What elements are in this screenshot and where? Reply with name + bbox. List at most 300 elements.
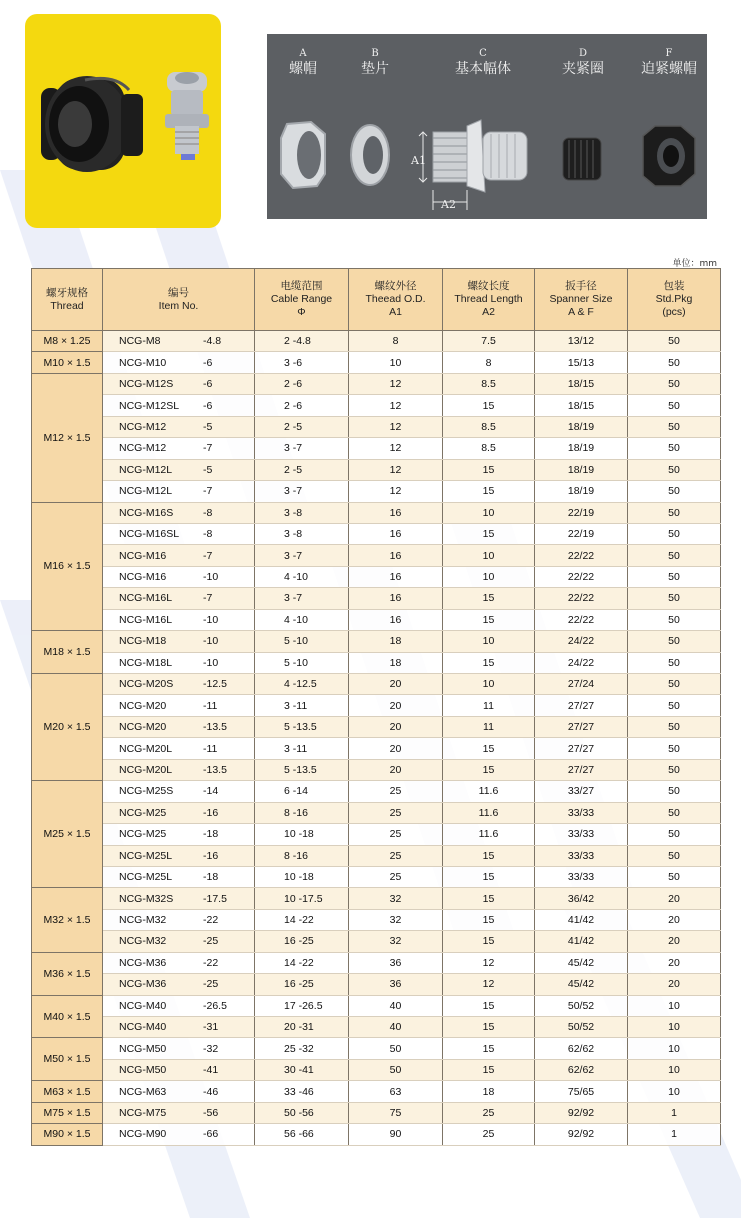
spanner-size-cell: 50/52 — [535, 995, 628, 1016]
item-code: NCG-M16L — [119, 613, 173, 626]
item-suffix: -16 — [203, 849, 219, 862]
table-row — [32, 416, 721, 437]
thread-spec-cell: M18 × 1.5 — [32, 631, 103, 674]
thread-od-cell: 36 — [349, 974, 443, 995]
table-row — [32, 545, 721, 566]
item-no-cell — [103, 759, 255, 780]
item-suffix: -56 — [203, 1106, 219, 1119]
item-code: NCG-M32S — [119, 892, 174, 905]
spanner-size-cell: 22/19 — [535, 502, 628, 523]
item-no-cell — [103, 331, 255, 352]
cable-range-cell: 14 -22 — [255, 909, 349, 930]
item-no-cell — [103, 695, 255, 716]
thread-od-cell: 25 — [349, 781, 443, 802]
thread-od-cell: 25 — [349, 824, 443, 845]
cable-range-cell: 3 -11 — [255, 695, 349, 716]
thread-od-cell: 16 — [349, 566, 443, 587]
item-no-cell — [103, 373, 255, 394]
dim-a1-label: A1 — [411, 154, 426, 167]
std-pkg-cell: 50 — [628, 481, 721, 502]
table-row — [32, 738, 721, 759]
item-suffix: -10 — [203, 635, 219, 648]
std-pkg-cell: 50 — [628, 502, 721, 523]
spanner-size-cell: 62/62 — [535, 1038, 628, 1059]
item-suffix: -14 — [203, 785, 219, 798]
item-suffix: -7 — [203, 485, 213, 498]
spanner-size-cell: 24/22 — [535, 652, 628, 673]
dim-a2-label: A2 — [441, 198, 456, 211]
item-suffix: -7 — [203, 592, 213, 605]
spanner-size-cell: 27/27 — [535, 738, 628, 759]
std-pkg-cell: 10 — [628, 1059, 721, 1080]
item-suffix: -7 — [203, 442, 213, 455]
cable-range-cell: 3 -8 — [255, 502, 349, 523]
washer-icon — [351, 125, 389, 185]
table-row — [32, 802, 721, 823]
table-row — [32, 1081, 721, 1102]
item-suffix: -5 — [203, 420, 213, 433]
item-code: NCG-M12 — [119, 442, 167, 455]
std-pkg-cell: 1 — [628, 1102, 721, 1123]
table-row — [32, 1038, 721, 1059]
thread-length-cell: 8 — [443, 352, 535, 373]
item-no-cell — [103, 952, 255, 973]
std-pkg-cell: 20 — [628, 974, 721, 995]
cable-range-cell: 4 -10 — [255, 609, 349, 630]
table-row — [32, 1017, 721, 1038]
thread-od-cell: 10 — [349, 352, 443, 373]
cable-range-cell: 3 -7 — [255, 588, 349, 609]
cable-range-cell: 14 -22 — [255, 952, 349, 973]
item-no-cell — [103, 416, 255, 437]
std-pkg-cell: 10 — [628, 995, 721, 1016]
std-pkg-cell: 50 — [628, 588, 721, 609]
part-label-f: F 迫紧螺帽 — [641, 48, 697, 77]
table-header-row — [32, 269, 721, 331]
table-row — [32, 952, 721, 973]
cable-range-cell: 2 -6 — [255, 373, 349, 394]
thread-od-cell: 25 — [349, 866, 443, 887]
thread-spec-cell: M90 × 1.5 — [32, 1124, 103, 1145]
spanner-size-cell: 92/92 — [535, 1124, 628, 1145]
spanner-size-cell: 18/19 — [535, 438, 628, 459]
thread-spec-cell: M10 × 1.5 — [32, 352, 103, 373]
thread-length-cell: 10 — [443, 674, 535, 695]
thread-length-cell: 10 — [443, 545, 535, 566]
spanner-size-cell: 22/19 — [535, 523, 628, 544]
spanner-size-cell: 33/33 — [535, 802, 628, 823]
item-suffix: -12.5 — [203, 678, 227, 691]
item-code: NCG-M16 — [119, 549, 167, 562]
std-pkg-cell: 1 — [628, 1124, 721, 1145]
part-label-a: A 螺帽 — [289, 48, 317, 77]
cable-range-cell: 10 -18 — [255, 866, 349, 887]
item-code: NCG-M16 — [119, 571, 167, 584]
thread-od-cell: 20 — [349, 759, 443, 780]
thread-od-cell: 8 — [349, 331, 443, 352]
cable-range-cell: 3 -7 — [255, 481, 349, 502]
spanner-size-cell: 27/27 — [535, 695, 628, 716]
part-label-b: B 垫片 — [361, 48, 389, 77]
spanner-size-cell: 33/33 — [535, 845, 628, 866]
item-code: NCG-M20L — [119, 763, 173, 776]
spanner-size-cell: 41/42 — [535, 931, 628, 952]
item-code: NCG-M16S — [119, 506, 174, 519]
item-code: NCG-M12SL — [119, 399, 180, 412]
cable-range-cell: 5 -13.5 — [255, 716, 349, 737]
spanner-size-cell: 22/22 — [535, 609, 628, 630]
table-row — [32, 909, 721, 930]
cable-range-cell: 30 -41 — [255, 1059, 349, 1080]
thread-od-cell: 40 — [349, 1017, 443, 1038]
cable-range-cell: 3 -8 — [255, 523, 349, 544]
item-code: NCG-M25 — [119, 806, 167, 819]
cable-range-cell: 4 -10 — [255, 566, 349, 587]
clamp-ring-icon — [563, 138, 601, 180]
thread-od-cell: 20 — [349, 716, 443, 737]
item-suffix: -25 — [203, 935, 219, 948]
thread-od-cell: 16 — [349, 502, 443, 523]
spanner-size-cell: 33/33 — [535, 866, 628, 887]
std-pkg-cell: 50 — [628, 759, 721, 780]
spanner-size-cell: 27/27 — [535, 759, 628, 780]
std-pkg-cell: 10 — [628, 1038, 721, 1059]
header-thread: 螺牙规格 Thread — [32, 269, 103, 331]
cable-range-cell: 16 -25 — [255, 974, 349, 995]
thread-spec-cell: M63 × 1.5 — [32, 1081, 103, 1102]
std-pkg-cell: 50 — [628, 695, 721, 716]
std-pkg-cell: 20 — [628, 909, 721, 930]
std-pkg-cell: 20 — [628, 952, 721, 973]
item-no-cell — [103, 1038, 255, 1059]
table-row — [32, 373, 721, 394]
item-code: NCG-M75 — [119, 1106, 167, 1119]
thread-od-cell: 25 — [349, 802, 443, 823]
cable-range-cell: 2 -5 — [255, 416, 349, 437]
item-no-cell — [103, 888, 255, 909]
item-no-cell — [103, 352, 255, 373]
table-row — [32, 888, 721, 909]
gland-body-icon — [419, 120, 527, 210]
item-suffix: -22 — [203, 914, 219, 927]
item-suffix: -46 — [203, 1085, 219, 1098]
header-thread-od: 螺纹外径 Theead O.D. A1 — [349, 269, 443, 331]
item-code: NCG-M50 — [119, 1042, 167, 1055]
std-pkg-cell: 50 — [628, 781, 721, 802]
thread-od-cell: 18 — [349, 631, 443, 652]
table-row — [32, 931, 721, 952]
item-code: NCG-M32 — [119, 914, 167, 927]
thread-length-cell: 15 — [443, 395, 535, 416]
spec-table-body — [32, 331, 721, 1146]
spec-table — [31, 268, 721, 1146]
cable-range-cell: 50 -56 — [255, 1102, 349, 1123]
thread-od-cell: 16 — [349, 588, 443, 609]
spanner-size-cell: 13/12 — [535, 331, 628, 352]
std-pkg-cell: 50 — [628, 438, 721, 459]
parts-diagram — [267, 34, 707, 219]
std-pkg-cell: 50 — [628, 331, 721, 352]
item-no-cell — [103, 523, 255, 544]
item-code: NCG-M16L — [119, 592, 173, 605]
cable-range-cell: 2 -6 — [255, 395, 349, 416]
cable-range-cell: 20 -31 — [255, 1017, 349, 1038]
cable-range-cell: 5 -10 — [255, 631, 349, 652]
item-suffix: -8 — [203, 506, 213, 519]
item-code: NCG-M40 — [119, 999, 167, 1012]
thread-length-cell: 7.5 — [443, 331, 535, 352]
thread-length-cell: 11 — [443, 695, 535, 716]
cable-range-cell: 8 -16 — [255, 802, 349, 823]
item-no-cell — [103, 866, 255, 887]
cable-range-cell: 25 -32 — [255, 1038, 349, 1059]
cable-range-cell: 3 -7 — [255, 438, 349, 459]
thread-od-cell: 12 — [349, 481, 443, 502]
thread-od-cell: 50 — [349, 1038, 443, 1059]
black-cable-gland-icon — [41, 76, 143, 172]
item-code: NCG-M12L — [119, 463, 173, 476]
thread-od-cell: 16 — [349, 609, 443, 630]
thread-length-cell: 11 — [443, 716, 535, 737]
cable-range-cell: 3 -7 — [255, 545, 349, 566]
spanner-size-cell: 41/42 — [535, 909, 628, 930]
std-pkg-cell: 50 — [628, 674, 721, 695]
thread-length-cell: 15 — [443, 523, 535, 544]
thread-od-cell: 25 — [349, 845, 443, 866]
table-row — [32, 1102, 721, 1123]
spanner-size-cell: 24/22 — [535, 631, 628, 652]
item-no-cell — [103, 738, 255, 759]
item-suffix: -22 — [203, 956, 219, 969]
thread-length-cell: 8.5 — [443, 438, 535, 459]
thread-od-cell: 32 — [349, 931, 443, 952]
item-code: NCG-M25L — [119, 849, 173, 862]
table-row — [32, 974, 721, 995]
thread-od-cell: 12 — [349, 373, 443, 394]
item-code: NCG-M50 — [119, 1064, 167, 1077]
table-row — [32, 781, 721, 802]
spanner-size-cell: 62/62 — [535, 1059, 628, 1080]
item-suffix: -6 — [203, 399, 213, 412]
item-no-cell — [103, 545, 255, 566]
thread-od-cell: 90 — [349, 1124, 443, 1145]
table-row — [32, 674, 721, 695]
spanner-size-cell: 50/52 — [535, 1017, 628, 1038]
thread-od-cell: 12 — [349, 438, 443, 459]
header-cable-range: 电缆范围 Cable Range Φ — [255, 269, 349, 331]
header-item-no: 编号 Item No. — [103, 269, 255, 331]
item-no-cell — [103, 1124, 255, 1145]
item-code: NCG-M36 — [119, 978, 167, 991]
std-pkg-cell: 50 — [628, 416, 721, 437]
item-no-cell — [103, 1017, 255, 1038]
table-row — [32, 609, 721, 630]
spanner-size-cell: 36/42 — [535, 888, 628, 909]
spanner-size-cell: 92/92 — [535, 1102, 628, 1123]
spanner-size-cell: 27/24 — [535, 674, 628, 695]
thread-spec-cell: M25 × 1.5 — [32, 781, 103, 888]
table-row — [32, 1059, 721, 1080]
thread-length-cell: 15 — [443, 759, 535, 780]
thread-length-cell: 15 — [443, 1017, 535, 1038]
item-code: NCG-M32 — [119, 935, 167, 948]
item-suffix: -10 — [203, 571, 219, 584]
std-pkg-cell: 50 — [628, 631, 721, 652]
item-code: NCG-M12S — [119, 378, 174, 391]
thread-length-cell: 15 — [443, 845, 535, 866]
item-no-cell — [103, 716, 255, 737]
header-thread-length: 螺纹长度 Thread Length A2 — [443, 269, 535, 331]
table-row — [32, 824, 721, 845]
thread-length-cell: 11.6 — [443, 824, 535, 845]
item-no-cell — [103, 502, 255, 523]
thread-od-cell: 20 — [349, 738, 443, 759]
thread-length-cell: 8.5 — [443, 373, 535, 394]
item-code: NCG-M20 — [119, 699, 167, 712]
thread-length-cell: 11.6 — [443, 781, 535, 802]
item-code: NCG-M8 — [119, 335, 161, 348]
item-suffix: -41 — [203, 1064, 219, 1077]
std-pkg-cell: 50 — [628, 352, 721, 373]
item-code: NCG-M90 — [119, 1128, 167, 1141]
table-row — [32, 995, 721, 1016]
spanner-size-cell: 45/42 — [535, 974, 628, 995]
item-no-cell — [103, 1102, 255, 1123]
spanner-size-cell: 75/65 — [535, 1081, 628, 1102]
item-no-cell — [103, 802, 255, 823]
thread-length-cell: 25 — [443, 1124, 535, 1145]
thread-length-cell: 8.5 — [443, 416, 535, 437]
std-pkg-cell: 50 — [628, 609, 721, 630]
item-no-cell — [103, 909, 255, 930]
item-no-cell — [103, 974, 255, 995]
item-no-cell — [103, 566, 255, 587]
item-no-cell — [103, 438, 255, 459]
spanner-size-cell: 18/19 — [535, 416, 628, 437]
grey-cable-gland-icon — [165, 72, 209, 160]
item-suffix: -10 — [203, 656, 219, 669]
item-no-cell — [103, 824, 255, 845]
item-code: NCG-M16SL — [119, 528, 180, 541]
table-row — [32, 566, 721, 587]
std-pkg-cell: 50 — [628, 738, 721, 759]
item-no-cell — [103, 674, 255, 695]
std-pkg-cell: 50 — [628, 866, 721, 887]
thread-od-cell: 75 — [349, 1102, 443, 1123]
table-row — [32, 459, 721, 480]
thread-length-cell: 10 — [443, 566, 535, 587]
cable-range-cell: 56 -66 — [255, 1124, 349, 1145]
item-code: NCG-M25L — [119, 871, 173, 884]
item-suffix: -66 — [203, 1128, 219, 1141]
table-row — [32, 845, 721, 866]
spanner-size-cell: 18/15 — [535, 395, 628, 416]
item-no-cell — [103, 995, 255, 1016]
cap-nut-icon — [643, 126, 695, 186]
thread-length-cell: 15 — [443, 588, 535, 609]
item-suffix: -6 — [203, 378, 213, 391]
header-std-pkg: 包装 Std.Pkg (pcs) — [628, 269, 721, 331]
thread-od-cell: 50 — [349, 1059, 443, 1080]
spanner-size-cell: 27/27 — [535, 716, 628, 737]
item-no-cell — [103, 1059, 255, 1080]
item-no-cell — [103, 395, 255, 416]
std-pkg-cell: 50 — [628, 802, 721, 823]
thread-length-cell: 15 — [443, 459, 535, 480]
unit-label: 单位：mm — [672, 259, 717, 269]
thread-spec-cell: M12 × 1.5 — [32, 373, 103, 502]
item-suffix: -7 — [203, 549, 213, 562]
item-suffix: -16 — [203, 806, 219, 819]
thread-length-cell: 15 — [443, 1059, 535, 1080]
std-pkg-cell: 20 — [628, 888, 721, 909]
std-pkg-cell: 50 — [628, 566, 721, 587]
item-suffix: -6 — [203, 356, 213, 369]
item-suffix: -31 — [203, 1021, 219, 1034]
std-pkg-cell: 20 — [628, 931, 721, 952]
item-no-cell — [103, 609, 255, 630]
thread-length-cell: 15 — [443, 866, 535, 887]
thread-od-cell: 20 — [349, 674, 443, 695]
thread-od-cell: 20 — [349, 695, 443, 716]
item-no-cell — [103, 588, 255, 609]
cable-range-cell: 3 -6 — [255, 352, 349, 373]
thread-od-cell: 12 — [349, 416, 443, 437]
item-suffix: -13.5 — [203, 763, 227, 776]
thread-length-cell: 12 — [443, 952, 535, 973]
spanner-size-cell: 22/22 — [535, 566, 628, 587]
table-row — [32, 502, 721, 523]
table-row — [32, 481, 721, 502]
table-row — [32, 438, 721, 459]
thread-length-cell: 15 — [443, 931, 535, 952]
table-row — [32, 588, 721, 609]
thread-od-cell: 12 — [349, 459, 443, 480]
spanner-size-cell: 15/13 — [535, 352, 628, 373]
item-suffix: -18 — [203, 828, 219, 841]
item-code: NCG-M18L — [119, 656, 173, 669]
thread-od-cell: 32 — [349, 888, 443, 909]
cable-range-cell: 5 -13.5 — [255, 759, 349, 780]
thread-spec-cell: M16 × 1.5 — [32, 502, 103, 631]
item-no-cell — [103, 845, 255, 866]
thread-spec-cell: M20 × 1.5 — [32, 674, 103, 781]
table-row — [32, 716, 721, 737]
item-suffix: -10 — [203, 613, 219, 626]
spanner-size-cell: 18/19 — [535, 459, 628, 480]
thread-od-cell: 32 — [349, 909, 443, 930]
cable-range-cell: 17 -26.5 — [255, 995, 349, 1016]
cable-range-cell: 5 -10 — [255, 652, 349, 673]
thread-length-cell: 15 — [443, 888, 535, 909]
std-pkg-cell: 50 — [628, 523, 721, 544]
cable-range-cell: 2 -5 — [255, 459, 349, 480]
thread-od-cell: 16 — [349, 523, 443, 544]
cable-range-cell: 2 -4.8 — [255, 331, 349, 352]
std-pkg-cell: 50 — [628, 845, 721, 866]
thread-spec-cell: M40 × 1.5 — [32, 995, 103, 1038]
thread-od-cell: 36 — [349, 952, 443, 973]
thread-od-cell: 40 — [349, 995, 443, 1016]
item-no-cell — [103, 459, 255, 480]
item-no-cell — [103, 652, 255, 673]
cable-range-cell: 6 -14 — [255, 781, 349, 802]
item-suffix: -11 — [203, 742, 218, 755]
item-code: NCG-M12L — [119, 485, 173, 498]
item-no-cell — [103, 1081, 255, 1102]
product-photo — [25, 14, 221, 228]
thread-spec-cell: M36 × 1.5 — [32, 952, 103, 995]
